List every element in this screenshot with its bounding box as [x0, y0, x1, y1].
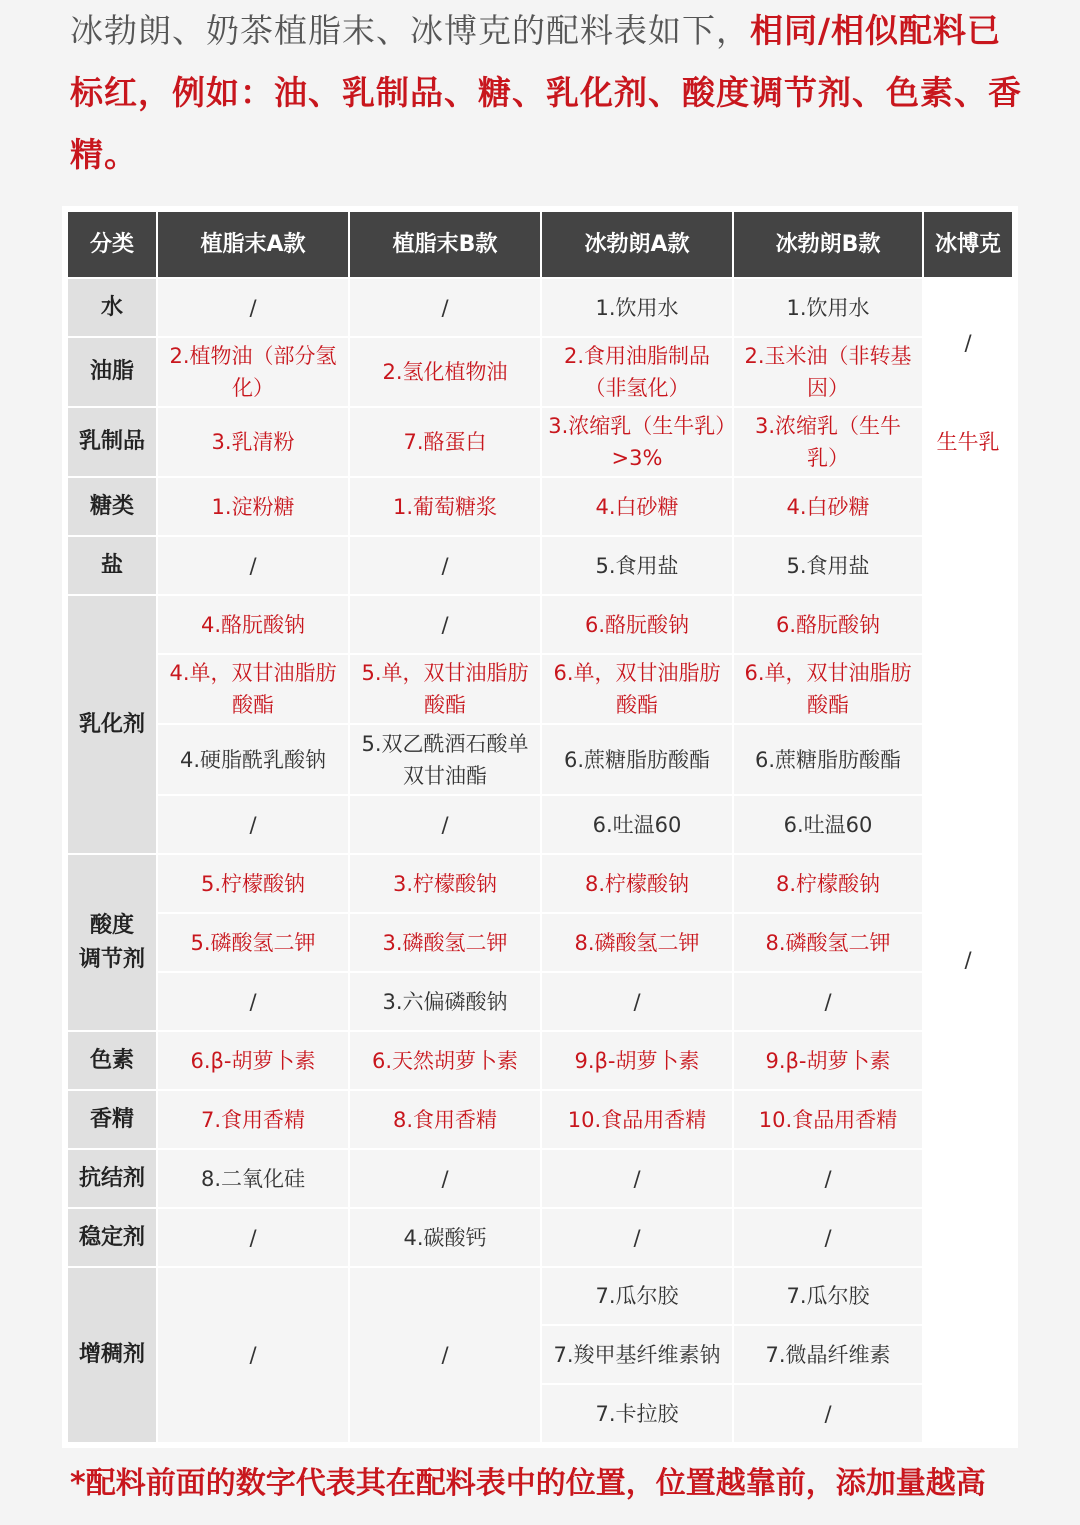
- cell-emulsifier3-d: 6.蔗糖脂肪酸酯: [734, 725, 922, 794]
- category-acidity: 酸度 调节剂: [68, 855, 156, 1030]
- category-emulsifier: 乳化剂: [68, 596, 156, 853]
- cell-dairy-c: 3.浓缩乳（生牛乳）>3%: [542, 408, 732, 476]
- cell-flavor-d: 10.食品用香精: [734, 1091, 922, 1148]
- category-water: 水: [68, 279, 156, 336]
- cell-flavor-a: 7.食用香精: [158, 1091, 348, 1148]
- cell-fat-b: 2.氢化植物油: [350, 338, 540, 406]
- cell-fat-a: 2.植物油（部分氢化）: [158, 338, 348, 406]
- cell-bingboke-dairy: 生牛乳: [924, 408, 1012, 476]
- cell-anticaking-a: 8.二氧化硅: [158, 1150, 348, 1207]
- category-sugar: 糖类: [68, 478, 156, 535]
- cell-stabilizer-d: /: [734, 1209, 922, 1266]
- cell-color-d: 9.β-胡萝卜素: [734, 1032, 922, 1089]
- cell-acidity2-d: 8.磷酸氢二钾: [734, 914, 922, 971]
- cell-color-c: 9.β-胡萝卜素: [542, 1032, 732, 1089]
- cell-sugar-a: 1.淀粉糖: [158, 478, 348, 535]
- cell-emulsifier1-c: 6.酪朊酸钠: [542, 596, 732, 653]
- cell-bingboke-rest: /: [924, 478, 1012, 1442]
- intro-highlight: 相同/相似配料已标红，例如：油、乳制品、糖、乳化剂、酸度调节剂、色素、香精。: [70, 11, 1022, 174]
- cell-thickener-a: /: [158, 1268, 348, 1442]
- header-bingbolang-a: 冰勃朗A款: [542, 212, 732, 277]
- category-flavor: 香精: [68, 1091, 156, 1148]
- cell-color-a: 6.β-胡萝卜素: [158, 1032, 348, 1089]
- category-stabilizer: 稳定剂: [68, 1209, 156, 1266]
- header-bingbolang-b: 冰勃朗B款: [734, 212, 922, 277]
- cell-thickener2-d: 7.微晶纤维素: [734, 1326, 922, 1383]
- cell-emulsifier3-b: 5.双乙酰酒石酸单双甘油酯: [350, 725, 540, 794]
- footnote: *配料前面的数字代表其在配料表中的位置，位置越靠前，添加量越高: [70, 1466, 986, 1501]
- cell-acidity1-d: 8.柠檬酸钠: [734, 855, 922, 912]
- cell-emulsifier1-a: 4.酪朊酸钠: [158, 596, 348, 653]
- cell-water-a: /: [158, 279, 348, 336]
- cell-acidity3-d: /: [734, 973, 922, 1030]
- cell-fat-c: 2.食用油脂制品（非氢化）: [542, 338, 732, 406]
- cell-dairy-b: 7.酪蛋白: [350, 408, 540, 476]
- cell-salt-b: /: [350, 537, 540, 594]
- cell-acidity1-b: 3.柠檬酸钠: [350, 855, 540, 912]
- cell-emulsifier2-c: 6.单，双甘油脂肪酸酯: [542, 655, 732, 723]
- cell-stabilizer-b: 4.碳酸钙: [350, 1209, 540, 1266]
- cell-emulsifier3-c: 6.蔗糖脂肪酸酯: [542, 725, 732, 794]
- cell-acidity1-a: 5.柠檬酸钠: [158, 855, 348, 912]
- cell-thickener3-c: 7.卡拉胶: [542, 1385, 732, 1442]
- category-salt: 盐: [68, 537, 156, 594]
- cell-anticaking-c: /: [542, 1150, 732, 1207]
- cell-emulsifier4-d: 6.吐温60: [734, 796, 922, 853]
- category-fat: 油脂: [68, 338, 156, 406]
- cell-flavor-b: 8.食用香精: [350, 1091, 540, 1148]
- cell-emulsifier1-b: /: [350, 596, 540, 653]
- cell-acidity3-c: /: [542, 973, 732, 1030]
- cell-anticaking-b: /: [350, 1150, 540, 1207]
- cell-emulsifier2-d: 6.单，双甘油脂肪酸酯: [734, 655, 922, 723]
- intro-paragraph: [70, 0, 1030, 186]
- cell-dairy-a: 3.乳清粉: [158, 408, 348, 476]
- cell-thickener1-d: 7.瓜尔胶: [734, 1268, 922, 1324]
- category-thickener: 增稠剂: [68, 1268, 156, 1442]
- cell-thickener1-c: 7.瓜尔胶: [542, 1268, 732, 1324]
- cell-sugar-b: 1.葡萄糖浆: [350, 478, 540, 535]
- cell-emulsifier4-c: 6.吐温60: [542, 796, 732, 853]
- cell-salt-a: /: [158, 537, 348, 594]
- cell-salt-c: 5.食用盐: [542, 537, 732, 594]
- cell-water-d: 1.饮用水: [734, 279, 922, 336]
- cell-sugar-d: 4.白砂糖: [734, 478, 922, 535]
- header-creamer-a: 植脂末A款: [158, 212, 348, 277]
- cell-thickener-b: /: [350, 1268, 540, 1442]
- intro-text: 冰勃朗、奶茶植脂末、冰博克的配料表如下，: [70, 11, 750, 50]
- cell-emulsifier4-a: /: [158, 796, 348, 853]
- cell-anticaking-d: /: [734, 1150, 922, 1207]
- cell-emulsifier1-d: 6.酪朊酸钠: [734, 596, 922, 653]
- header-creamer-b: 植脂末B款: [350, 212, 540, 277]
- cell-emulsifier2-b: 5.单，双甘油脂肪酸酯: [350, 655, 540, 723]
- cell-emulsifier4-b: /: [350, 796, 540, 853]
- cell-water-c: 1.饮用水: [542, 279, 732, 336]
- cell-thickener2-c: 7.羧甲基纤维素钠: [542, 1326, 732, 1383]
- header-bingboke: 冰博克: [924, 212, 1012, 277]
- cell-thickener3-d: /: [734, 1385, 922, 1442]
- cell-stabilizer-a: /: [158, 1209, 348, 1266]
- cell-bingboke-top: /: [924, 279, 1012, 406]
- cell-color-b: 6.天然胡萝卜素: [350, 1032, 540, 1089]
- ingredients-table: [62, 206, 1018, 1448]
- cell-water-b: /: [350, 279, 540, 336]
- cell-acidity2-c: 8.磷酸氢二钾: [542, 914, 732, 971]
- cell-acidity2-a: 5.磷酸氢二钾: [158, 914, 348, 971]
- cell-dairy-d: 3.浓缩乳（生牛乳）: [734, 408, 922, 476]
- cell-emulsifier2-a: 4.单，双甘油脂肪酸酯: [158, 655, 348, 723]
- cell-stabilizer-c: /: [542, 1209, 732, 1266]
- cell-emulsifier3-a: 4.硬脂酰乳酸钠: [158, 725, 348, 794]
- cell-acidity3-a: /: [158, 973, 348, 1030]
- cell-sugar-c: 4.白砂糖: [542, 478, 732, 535]
- cell-acidity1-c: 8.柠檬酸钠: [542, 855, 732, 912]
- cell-acidity2-b: 3.磷酸氢二钾: [350, 914, 540, 971]
- header-category: 分类: [68, 212, 156, 277]
- cell-salt-d: 5.食用盐: [734, 537, 922, 594]
- cell-acidity3-b: 3.六偏磷酸钠: [350, 973, 540, 1030]
- category-color: 色素: [68, 1032, 156, 1089]
- category-anticaking: 抗结剂: [68, 1150, 156, 1207]
- category-dairy: 乳制品: [68, 408, 156, 476]
- cell-flavor-c: 10.食品用香精: [542, 1091, 732, 1148]
- cell-fat-d: 2.玉米油（非转基因）: [734, 338, 922, 406]
